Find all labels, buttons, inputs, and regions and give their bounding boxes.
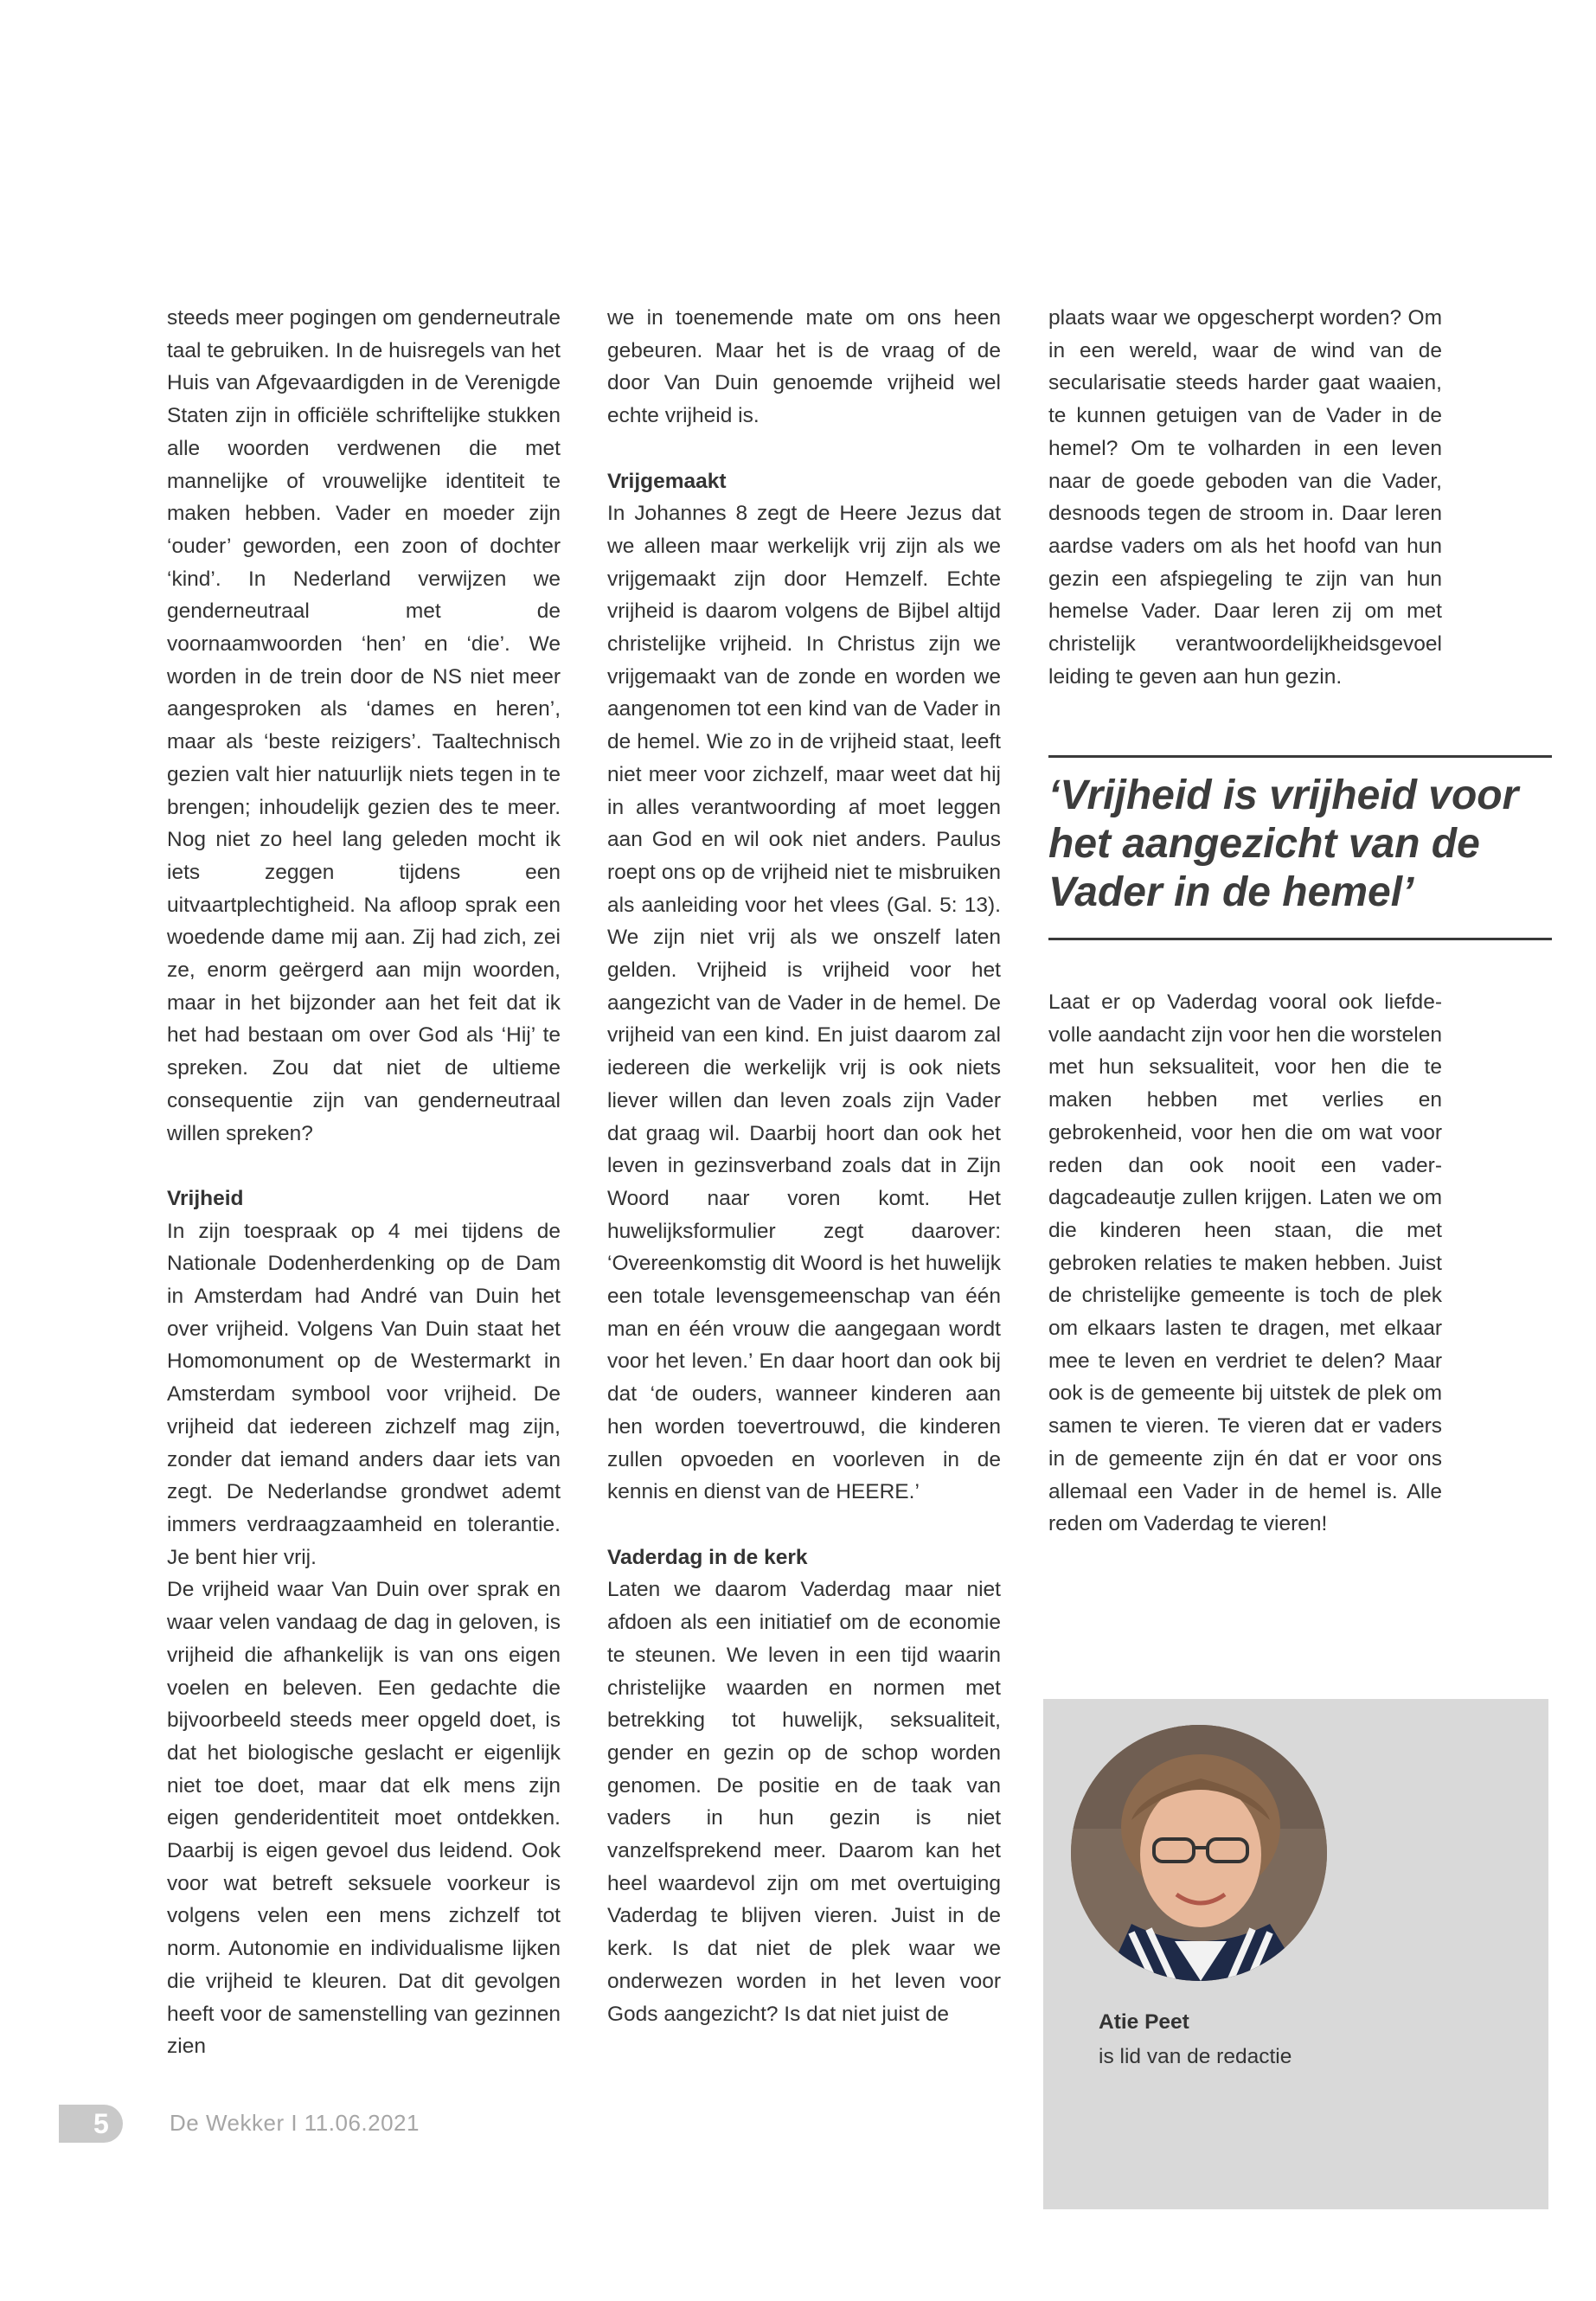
author-portrait-icon bbox=[1071, 1725, 1327, 1981]
article-column-1 bbox=[167, 302, 561, 2063]
paragraph: steeds meer pogingen om genderneutrale taal te gebruiken. In de huisregels van het Huis van Afgevaardigden in de Verenigde Staten zijn in officiële schriftelijke stukken alle woorden verdwenen die met mannelijke of vrouwelijke identiteit te maken hebben. Vader en moeder zijn ‘ouder’ geworden, een zoon of dochter ‘kind’. In Nederland verwijzen we genderneutraal met de voornaamwoorden ‘hen’ en ‘die’. We worden in de trein door de NS niet meer aangesproken als ‘dames en heren’, maar als ‘beste reizigers’. Taaltechnisch gezien valt hier natuurlijk niets tegen in te brengen; inhoudelijk gezien des te meer. Nog niet zo heel lang geleden mocht ik iets zeggen tijdens een uitvaartplechtigheid. Na afloop sprak een woedende dame mij aan. Zij had zich, zei ze, enorm geërgerd aan mijn woorden, maar in het bijzonder aan het feit dat ik het had bestaan om over God als ‘Hij’ te spreken. Zou dat niet de ultieme consequentie zijn van genderneutraal willen spreken? bbox=[167, 306, 561, 1145]
article-column-2 bbox=[607, 302, 1001, 2030]
author-photo bbox=[1071, 1725, 1327, 1981]
pull-quote-text: ‘Vrijheid is vrijheid voor het aangezicht van de Vader in de hemel’ bbox=[1048, 772, 1519, 915]
article-column-3 bbox=[1048, 302, 1442, 693]
page-number: 5 bbox=[93, 2108, 109, 2139]
paragraph: In zijn toespraak op 4 mei tijdens de Nationale Dodenherdenking op de Dam in Amsterdam had André van Duin het over vrijheid. Volgens Van Duin staat het Homomonument op de Westermarkt in Amsterdam symbool voor vrijheid. De vrijheid dat iedereen zichzelf mag zijn, zonder dat iemand anders daar iets van zegt. De Nederlandse grondwet ademt immers verdraagzaamheid en tolerantie. Je bent hier vrij. bbox=[167, 1219, 561, 1569]
paragraph: In Johannes 8 zegt de Heere Jezus dat we alleen maar werkelijk vrij zijn als we vrijgemaakt zijn door Hemzelf. Echte vrijheid is daarom volgens de Bijbel altijd christelijke vrijheid. In Christus zijn we vrijgemaakt van de zonde en worden we aangenomen tot een kind van de Vader in de hemel. Wie zo in de vrijheid staat, leeft niet meer voor zichzelf, maar weet dat hij in alles verantwoording af moet leggen aan God en wil ook niet anders. Paulus roept ons op de vrijheid niet te misbruiken als aanleiding voor het vlees (Gal. 5: 13). We zijn niet vrij als we onszelf laten gelden. Vrijheid is vrijheid voor het aangezicht van de Vader in de hemel. De vrijheid van een kind. En juist daarom zal iedereen die werkelijk vrij is ook niets liever willen dan leven zoals zijn Vader dat graag wil. Daarbij hoort dan ook het leven in gezinsverband zoals dat in Zijn Woord naar voren komt. Het huwelijksformulier zegt daarover: ‘Overeenkomstig dit Woord is het huwelijk een totale levensgemeenschap van één man en één vrouw die aangegaan wordt voor het leven.’ En daar hoort dan ook bij dat ‘de ouders, wanneer kinderen aan hen worden toevertrouwd, die kinderen zullen opvoeden en voorleven in de kennis en dienst van de HEERE.’ bbox=[607, 502, 1001, 1504]
author-name: Atie Peet bbox=[1099, 2010, 1189, 2034]
footer-publication: De Wekker I 11.06.2021 bbox=[170, 2110, 420, 2136]
quote-top-rule bbox=[1048, 755, 1552, 758]
paragraph: plaats waar we opgescherpt worden? Om in een wereld, waar de wind van de secularisatie steeds harder gaat waaien, te kunnen getuigen van de Vader in de hemel? Om te volharden in een leven naar de goede geboden van die Vader, desnoods tegen de stroom in. Daar leren aardse vaders om als het hoofd van hun gezin een afspiegeling te zijn van hun hemelse Vader. Daar leren zij om met christelijk verantwoordelijkheidsgevoel leiding te geven aan hun gezin. bbox=[1048, 306, 1442, 689]
section-heading-vrijgemaakt: Vrijgemaakt bbox=[607, 469, 727, 493]
author-role: is lid van de redactie bbox=[1099, 2045, 1292, 2068]
author-box bbox=[1043, 1699, 1548, 2209]
section-heading-vaderdag: Vaderdag in de kerk bbox=[607, 1545, 808, 1569]
section-heading-vrijheid: Vrijheid bbox=[167, 1186, 244, 1210]
paragraph: Laat er op Vaderdag vooral ook liefdevolle aandacht zijn voor hen die worstelen met hun seksualiteit, voor hen die te maken hebben met verlies en gebrokenheid, voor hen die om wat voor reden dan ook nooit een vaderdagcadeautje zullen krijgen. Laten we om die kinderen heen staan, die met gebroken relaties te maken hebben. Juist de christelijke gemeente is toch de plek om elkaars lasten te dragen, met elkaar mee te leven en verdriet te delen? Maar ook is de gemeente bij uitstek de plek om samen te vieren. Te vieren dat er vaders in de gemeente zijn én dat er voor ons allemaal een Vader in de hemel is. Alle reden om Vaderdag te vieren! bbox=[1048, 990, 1442, 1536]
paragraph: De vrijheid waar Van Duin over sprak en waar velen vandaag de dag in geloven, is vrijheid die afhankelijk is van ons eigen voelen en beleven. Een gedachte die bijvoorbeeld steeds meer opgeld doet, is dat het biologische geslacht er eigenlijk niet toe doet, maar dat elk mens zijn eigen genderidentiteit moet ontdekken. Daarbij is eigen gevoel dus leidend. Ook voor wat betreft seksuele voorkeur is volgens velen een mens zichzelf tot norm. Autonomie en individualisme lijken die vrijheid te kleuren. Dat dit gevolgen heeft voor de samenstelling van gezinnen zien bbox=[167, 1578, 561, 2059]
quote-bottom-rule bbox=[1048, 938, 1552, 940]
page-number-tab bbox=[59, 2105, 123, 2143]
paragraph: we in toenemende mate om ons heen gebeuren. Maar het is de vraag of de door Van Duin genoemde vrijheid wel echte vrijheid is. bbox=[607, 306, 1001, 428]
paragraph: Laten we daarom Vaderdag maar niet afdoen als een initiatief om de economie te steunen. We leven in een tijd waarin christelijke waarden en normen met betrekking tot huwelijk, seksualiteit, gender en gezin op de schop worden genomen. De positie en de taak van vaders in hun gezin is niet vanzelfsprekend meer. Daarom kan het heel waardevol zijn om met overtuiging Vaderdag te blijven vieren. Juist in de kerk. Is dat niet de plek waar we onderwezen worden in het leven voor Gods aangezicht? Is dat niet juist de bbox=[607, 1578, 1001, 2026]
article-column-3-continued bbox=[1048, 986, 1442, 1541]
pull-quote bbox=[1048, 755, 1552, 940]
